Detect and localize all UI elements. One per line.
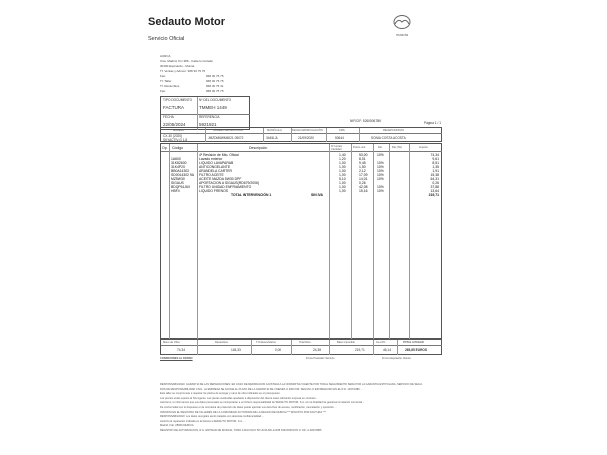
col-header-op: Op. (162, 145, 168, 150)
address-number: 968 30 75 75 (206, 74, 224, 78)
cell-amount: 37,88 (430, 184, 439, 189)
doc-number-label: Nº DEL DOCUMENTO (199, 98, 232, 102)
cell-dto: 10% (377, 176, 384, 181)
total-intervention-label: TOTAL INTERVENCIÓN 1 (231, 193, 272, 197)
vehicle-reg-date: 21/09/2020 (298, 136, 314, 140)
cell-dto: 10% (377, 172, 384, 177)
cell-desc: ARANDELA CARTER (199, 168, 232, 173)
vehicle-chassis: JMZDM6WM6021 05072 (208, 136, 244, 140)
cell-amount: 15,38 (430, 172, 439, 177)
vehicle-header-chassis: NÚMERO DE BASTIDOR (213, 129, 243, 132)
cell-price: 14,01 (359, 176, 368, 181)
totals-box (160, 339, 442, 355)
vehicle-header-regdate: FECHA MATRICULACIÓN (292, 129, 323, 132)
doc-date-label: FECHA (163, 115, 174, 119)
totals-header-to-pay: TOTAL A PAGAR (403, 341, 424, 344)
vehicle-km: 50644 (335, 136, 344, 140)
cell-qty: 1,40 (339, 152, 346, 157)
totals-base: 219,71 (355, 348, 365, 352)
cell-amount: 0,26 (432, 180, 439, 185)
cell-desc: ACEITE MAZDA 5W30 DPF (199, 176, 242, 181)
cell-qty: 1,00 (339, 172, 346, 177)
cell-price: 0,26 (359, 180, 366, 185)
vehicle-header-receptionist: RECEPCIONISTA (383, 129, 404, 132)
mazda-logo-icon (382, 12, 422, 40)
cell-price: 1,50 (359, 164, 366, 169)
cell-qty: 5,10 (339, 176, 346, 181)
doc-type-value: FACTURA (163, 105, 185, 110)
vehicle-model: CX-30 (2020) (163, 134, 183, 138)
cell-price: 8,01 (359, 156, 366, 161)
address-line: Fax: (160, 89, 166, 93)
cell-code: BDQP61J6X (171, 184, 191, 189)
cell-amount: 1,91 (432, 168, 439, 173)
conditions-label: CONDICIONES AL DORSO (160, 357, 193, 360)
doc-reference-label: REFERENCIA (199, 115, 220, 119)
address-line: Tf. Taller (160, 79, 172, 83)
cell-code: SD0014302 9A (171, 172, 194, 177)
cell-code: 31K82600 (171, 160, 187, 165)
cell-dto: 10% (377, 188, 384, 193)
totals-labour: 74,34 (177, 348, 185, 352)
footer-line: Madrid, Fdo: 28060-MURCIA (160, 424, 194, 428)
address-number: 968 30 75 75 (206, 79, 224, 83)
vehicle-info-box (160, 127, 442, 142)
totals-parts: 145,33 (231, 348, 241, 352)
total-intervention-sub: SIN IVA (311, 193, 323, 197)
line-items-table (160, 143, 442, 339)
cell-qty: 1,00 (339, 160, 346, 165)
address-number: 968 30 75 41 (206, 84, 224, 88)
col-header-qty: Nº Horas/ Cantidad (331, 144, 343, 151)
totals-header-base: Base Imponible (337, 341, 355, 344)
col-header-discount-total: Dto.(Tot) (392, 146, 402, 149)
total-intervention-value: 219,71 (428, 193, 439, 197)
cell-dto: 10% (377, 184, 384, 189)
cell-desc: APORTACION A SIGAUS(RD679/2006) (199, 180, 259, 185)
address-number: 968 30 75 75 (206, 89, 224, 93)
cell-amount: 1,35 (432, 164, 439, 169)
col-header-description: Descripción (249, 145, 268, 150)
cell-qty: 1,00 (339, 164, 346, 169)
col-header-code: Código (172, 145, 184, 150)
doc-reference-value: 5921921 (199, 122, 217, 127)
cell-desc: FILTRO ACEITE (199, 172, 224, 177)
cell-qty: 1,20 (339, 156, 346, 161)
customer-nif: NIF/CIF: 52605067BK (350, 119, 382, 123)
footer-line: Asimismo, le informamos que sus datos personales se incorporarán a un fichero responsabilidad de SEDAUTO MOTOR, S.A. con la finalidad de gestionar la relación comercial ... (160, 401, 365, 405)
address-line: Crta. Madrid, Km 386 - Cabezo Cortado (160, 59, 214, 63)
cell-desc: LIQUIDO LAVAPARAB (199, 160, 234, 165)
address-line: 30100 Espinardo - Murcia (160, 64, 195, 68)
page-number: Página 1 / 1 (424, 121, 442, 125)
cell-dto: 10% (377, 160, 384, 165)
cell-code: 31K4P20 (171, 164, 185, 169)
address-line: Tf. Ventas y Admon: 968 30 75 75 (160, 69, 206, 73)
cell-amount: 74,34 (430, 152, 439, 157)
cell-desc: ANTICONGELANTE (199, 164, 231, 169)
signature-workshop: Firma Prestador Servicio (306, 357, 335, 360)
cell-desc: Lavado exterior (199, 156, 223, 161)
footer-line: De conformidad con lo dispuesto en la normativa de protección de datos puede ejercitar sus derechos de acceso, rectificación, cancelación y oposición ... (160, 406, 337, 409)
doc-date-value: 22/05/2024 (163, 122, 186, 127)
logo-text: mazda (396, 32, 409, 37)
doc-number-value: TMMEH 1449 (199, 105, 227, 110)
cell-qty: 1,00 (339, 188, 346, 193)
col-header-amount: Importe (419, 146, 428, 149)
footer-line: Este taller se compromete a respetar los plazos de entrega y mano de obra indicados en el presupuesto. (160, 392, 281, 396)
footer-line: RESPONSABILIDAD: GARANTIA DE LAS REPARACIONES: EN CASO DE REPARACION AJUSTADA A LA NORMATIVA VIGENTE POR TODAL SEGUIMIENTO SERÁ POR LA GARANTIA ESTIPULADA, SERVICIO DE SEGU- (160, 383, 423, 386)
totals-header-various: T.Ordenes/Varios (256, 341, 276, 344)
totals-header-labour: Mano de Obra (163, 341, 180, 344)
cell-desc: 4ª Revisión de Mto. Oficial (199, 152, 239, 157)
col-header-discount: Dto. (378, 146, 383, 149)
document-info-box (160, 96, 250, 130)
totals-vat: 46,14 (383, 348, 391, 352)
cell-qty: 1,00 (339, 184, 346, 189)
cell-code: SIGAUS (171, 180, 184, 185)
cell-code: BB0A14302 (171, 168, 190, 173)
totals-various: 0,00 (275, 348, 282, 352)
footer-line: ROS DE RESPONSABILIDAD CIVIL. LA EMPRESA SE ACOGE AL PLAZO DE LA GARANTIA DE 3 MESES O 2000 KM. SEGÚN LO ESTABLECIDO EN EL R.D. 1457/1986 ... (160, 387, 363, 391)
doc-type-label: TIPO DOCUMENTO (163, 98, 193, 102)
totals-to-pay: 265,85 EUROS (405, 348, 427, 352)
address-line: AURCA (160, 54, 171, 58)
vehicle-header-km: KMS. (339, 129, 346, 132)
vehicle-model-sub: SKYACTIV-G 1.8 (163, 138, 188, 142)
footer-line: RESPONSABILIDAD: Los datos recogidos serán tratados con absoluta confidencialidad ... (160, 415, 265, 419)
cell-amount: 13,64 (430, 188, 439, 193)
cell-amount: 8,51 (432, 160, 439, 165)
cell-dto: 10% (377, 152, 384, 157)
service-label: Servicio Oficial (148, 36, 185, 42)
totals-discounts: 24,38 (313, 348, 321, 352)
signature-client: Firma Aceptación Cliente (382, 357, 411, 360)
cell-qty: 1,00 (339, 180, 346, 185)
cell-price: 15,16 (359, 188, 368, 193)
cell-desc: LIQUIDO FRENOS (199, 188, 229, 193)
cell-price: 2,12 (359, 168, 366, 173)
brand-name: Sedauto Motor (148, 16, 225, 28)
cell-code: HBF4 (171, 188, 180, 193)
cell-code: MZ5W30 (171, 176, 185, 181)
totals-header-parts: Recambios (215, 341, 228, 344)
footer-line: INSCRITA EN EL REGISTRO DE TALLERES DE LA COMUNIDAD AUTÓNOMA DE LA REGIÓN DE MURCIA *** MINUTOS POR FACTURA *** (160, 410, 326, 414)
cell-price: 53,00 (359, 152, 368, 157)
footer-line: Autorizo la reparación indicada en la factura a SEDAUTO MOTOR, S.A. ... (160, 419, 246, 423)
cell-price: 9,45 (359, 160, 366, 165)
address-line: Fax: (160, 74, 166, 78)
totals-header-vat: Iva 21% (376, 341, 386, 344)
address-line: Tf. Recambios (160, 84, 180, 88)
cell-price: 42,08 (359, 184, 368, 189)
cell-desc: FILTRO UNIDAD ENFRIAMIENTO (199, 184, 252, 189)
vehicle-header-plate: MATRÍCULA (267, 129, 282, 132)
cell-price: 17,09 (359, 172, 368, 177)
vehicle-plate: 3445LJL (266, 136, 279, 140)
cell-amount: 64,31 (430, 176, 439, 181)
totals-header-discounts: Total Dtos. (299, 341, 312, 344)
footer-line: Los precios están sujetos al IVA vigente. Las piezas sustituidas quedarán a disposición del cliente salvo indicación expresa en contrario ... (160, 396, 319, 400)
vehicle-header-model: MODELO (173, 129, 185, 132)
cell-amount: 9,61 (432, 156, 439, 161)
cell-dto: 10% (377, 164, 384, 169)
col-header-price: Precio unit. (353, 146, 366, 149)
cell-qty: 1,00 (339, 168, 346, 173)
cell-dto: 10% (377, 168, 384, 173)
vehicle-receptionist: SONIA COSTA ACOSTA (371, 136, 406, 140)
cell-code: 1A600 (171, 156, 181, 161)
footer-line: REGISTRO DE AUTORIZACIÓN, R.G. ENTIDAD DE MURCIA, TOMO 1234 FOLIO 50 HOJA MU-12345 INSCRIPCIÓN 1ª CIF: A-30047885 (160, 429, 322, 432)
